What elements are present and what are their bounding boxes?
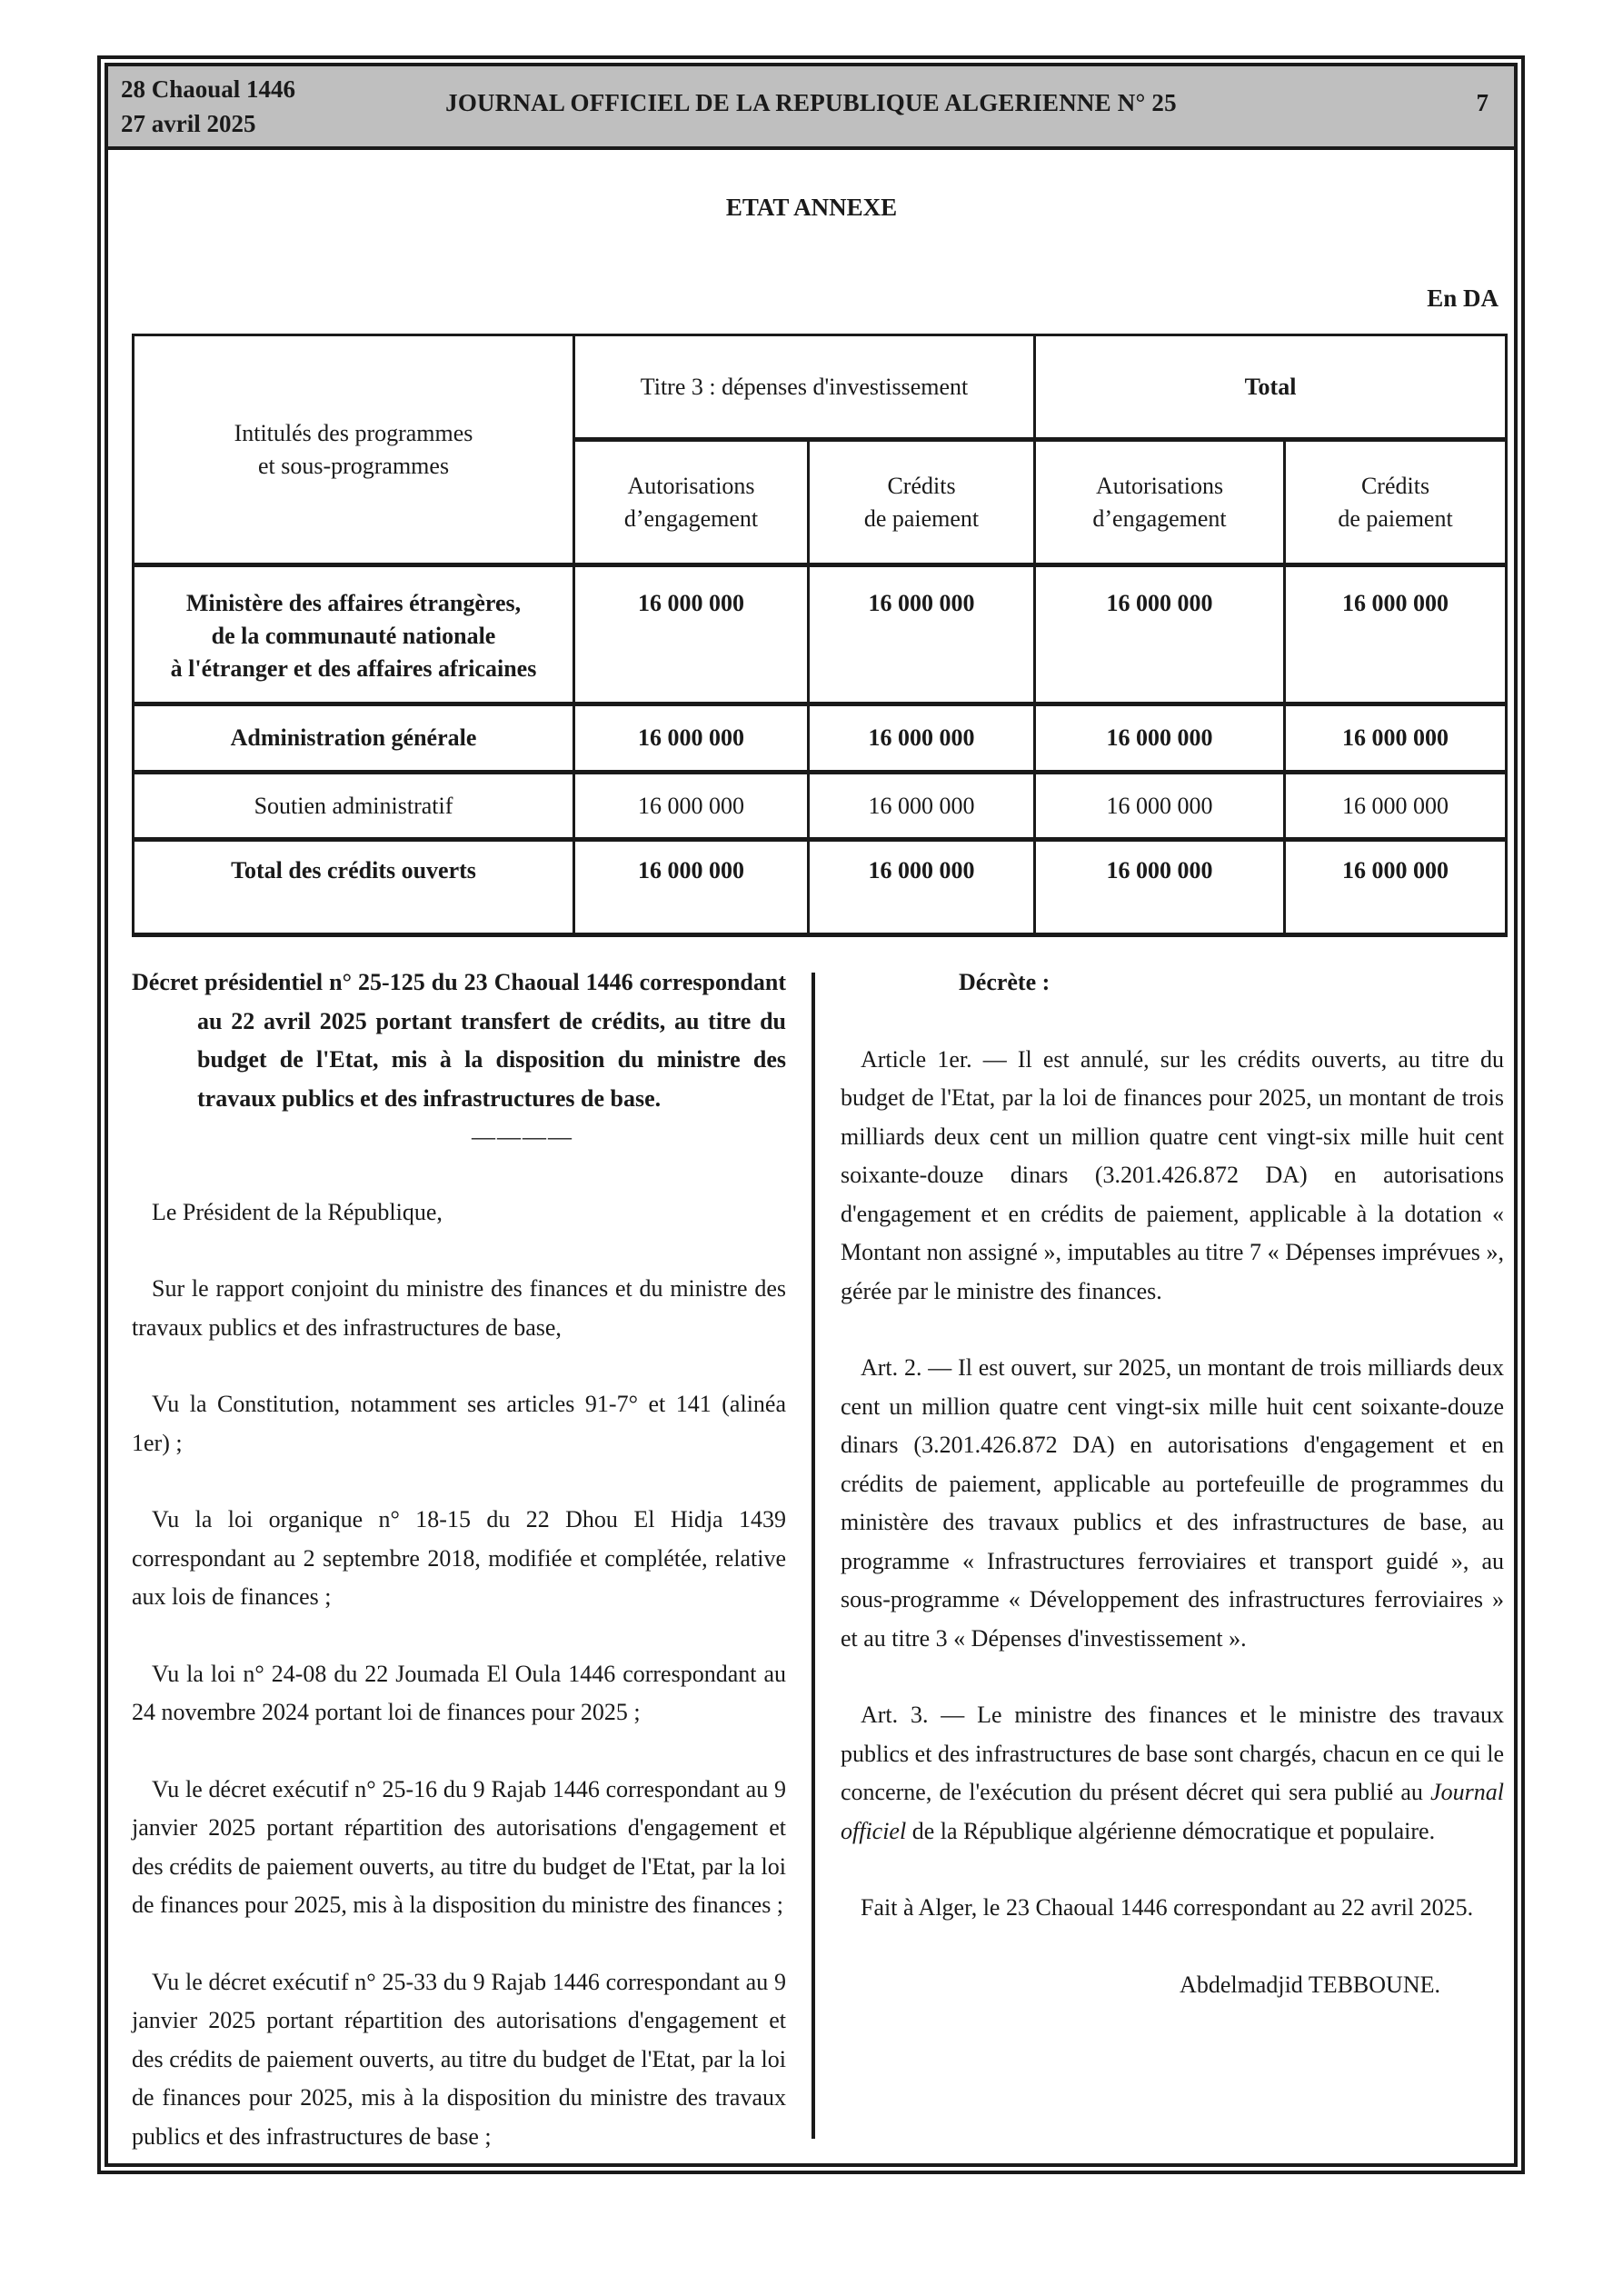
article-3-text: de la République algérienne démocratique et populaire.: [906, 1817, 1436, 1844]
row-label: Soutien administratif: [134, 773, 574, 840]
subheader-line: d’engagement: [1092, 504, 1227, 532]
table-row: [134, 773, 1507, 840]
preamble-paragraph: Vu le décret exécutif n° 25-33 du 9 Rajab 1446 correspondant au 9 janvier 2025 portant répartition des autorisations d'engagement et des crédits de paiement ouverts, au titre du budget de l'Etat, par la loi de finances pour 2025, mis à la disposition du ministre des travaux publics et des infrastructures de base ;: [132, 1968, 786, 2150]
right-column: [841, 963, 1504, 2028]
subheader-ae-total: [1035, 440, 1285, 565]
cell-value: 16 000 000: [809, 840, 1035, 935]
article-3: [841, 1696, 1504, 1851]
decree-title: Décret présidentiel n° 25-125 du 23 Chaoual 1446 correspondant au 22 avril 2025 portant transfert de crédits, au titre du budget de l'Etat, mis à la disposition du ministre des travaux publics et des infrastructures de base.: [132, 969, 786, 1112]
subheader-ae-titre3: [574, 440, 809, 565]
annex-title: ETAT ANNEXE: [725, 194, 898, 221]
cell-value: 16 000 000: [809, 773, 1035, 840]
subheader-line: Crédits: [887, 472, 956, 499]
row-label-line: de la communauté nationale: [211, 623, 496, 649]
page-number: 7: [1476, 89, 1489, 116]
preamble-paragraph: Sur le rapport conjoint du ministre des finances et du ministre des travaux publics et des infrastructures de base,: [132, 1275, 786, 1341]
preamble-paragraph: Le Président de la République,: [152, 1198, 443, 1225]
preamble-paragraph: Vu la Constitution, notamment ses articles 91-7° et 141 (alinéa 1er) ;: [132, 1391, 786, 1456]
subheader-line: de paiement: [863, 504, 980, 532]
cell-value: 16 000 000: [1035, 565, 1285, 704]
left-column: [132, 963, 786, 2156]
article-1: Article 1er. — Il est annulé, sur les crédits ouverts, au titre du budget de l'Etat, par la loi de finances pour 2025, un montant de trois milliards deux cent un million quatre cent vingt-six mille huit cent soixante-douze dinars (3.201.426.872 DA) en autorisations d'engagement et en crédits de paiement, applicable à la dotation « Montant non assigné », imputables au titre 7 « Dépenses imprévues », gérée par le ministre des finances.: [841, 1045, 1504, 1304]
subheader-line: Autorisations: [627, 472, 755, 499]
row-label-line: Ministère des affaires étrangères,: [185, 590, 522, 616]
column-divider: [812, 973, 815, 2139]
separator: ————: [472, 1123, 573, 1150]
header-total: Total: [1035, 335, 1507, 440]
cell-value: 16 000 000: [1035, 704, 1285, 773]
journal-officiel-italic: Journal officiel: [841, 1779, 1504, 1844]
row-label-line: à l'étranger et des affaires africaines: [170, 655, 537, 682]
article-2: Art. 2. — Il est ouvert, sur 2025, un montant de trois milliards deux cent un million quatre cent vingt-six mille huit cent soixante-douze dinars (3.201.426.872 DA) en autorisations d'engagement et en crédits de paiement, applicable au portefeuille de programmes du ministère des travaux publics et des infrastructures de base, au programme « Infrastructures ferroviaires et transport guidé », au sous-programme « Développement des infrastructures ferroviaires » et au titre 3 « Dépenses d'investissement ».: [841, 1354, 1504, 1652]
cell-value: 16 000 000: [574, 840, 809, 935]
preamble-paragraph: Vu la loi n° 24-08 du 22 Joumada El Oula 1446 correspondant au 24 novembre 2024 portant loi de finances pour 2025 ;: [132, 1660, 786, 1725]
journal-title: JOURNAL OFFICIEL DE LA REPUBLIQUE ALGERIENNE N° 25: [445, 89, 1177, 116]
subheader-line: Crédits: [1360, 472, 1430, 499]
header-program-titles: [134, 335, 574, 565]
cell-value: 16 000 000: [1035, 773, 1285, 840]
cell-value: 16 000 000: [574, 773, 809, 840]
cell-value: 16 000 000: [1035, 840, 1285, 935]
subheader-line: de paiement: [1338, 504, 1453, 532]
hijri-date: 28 Chaoual 1446: [121, 75, 296, 103]
subheader-line: Autorisations: [1095, 472, 1224, 499]
header-titre3: Titre 3 : dépenses d'investissement: [574, 335, 1035, 440]
cell-value: 16 000 000: [1285, 704, 1507, 773]
annex-table: [132, 334, 1508, 937]
page-header: [108, 66, 1514, 150]
table-row-total: [134, 840, 1507, 935]
cell-value: 16 000 000: [574, 565, 809, 704]
subheader-cp-total: [1285, 440, 1507, 565]
row-label: Total des crédits ouverts: [134, 840, 574, 935]
row-label: Administration générale: [134, 704, 574, 773]
currency-unit: En DA: [1427, 285, 1499, 312]
header-label-line: et sous-programmes: [257, 452, 450, 479]
gregorian-date: 27 avril 2025: [121, 110, 256, 137]
cell-value: 16 000 000: [1285, 840, 1507, 935]
article-3-text: Art. 3. — Le ministre des finances et le ministre des travaux publics et des infrastructures de base sont chargés, chacun en ce qui le concerne, de l'exécution du présent décret qui sera publié au: [841, 1702, 1504, 1805]
cell-value: 16 000 000: [809, 704, 1035, 773]
cell-value: 16 000 000: [574, 704, 809, 773]
cell-value: 16 000 000: [1285, 565, 1507, 704]
row-label: [134, 565, 574, 704]
decrees-label: Décrète :: [959, 969, 1050, 995]
subheader-cp-titre3: [809, 440, 1035, 565]
cell-value: 16 000 000: [809, 565, 1035, 704]
done-at: Fait à Alger, le 23 Chaoual 1446 correspondant au 22 avril 2025.: [861, 1894, 1474, 1921]
cell-value: 16 000 000: [1285, 773, 1507, 840]
subheader-line: d’engagement: [623, 504, 759, 532]
preamble-paragraph: Vu la loi organique n° 18-15 du 22 Dhou El Hidja 1439 correspondant au 2 septembre 2018, modifiée et complétée, relative aux lois de finances ;: [132, 1506, 786, 1610]
preamble-paragraph: Vu le décret exécutif n° 25-16 du 9 Rajab 1446 correspondant au 9 janvier 2025 portant répartition des autorisations d'engagement et des crédits de paiement ouverts, au titre du budget de l'Etat, par la loi de finances pour 2025, mis à la disposition du ministre des finances ;: [132, 1775, 786, 1918]
signature: Abdelmadjid TEBBOUNE.: [1180, 1971, 1440, 1998]
header-label-line: Intitulés des programmes: [234, 419, 473, 446]
table-row: [134, 565, 1507, 704]
table-row: [134, 704, 1507, 773]
